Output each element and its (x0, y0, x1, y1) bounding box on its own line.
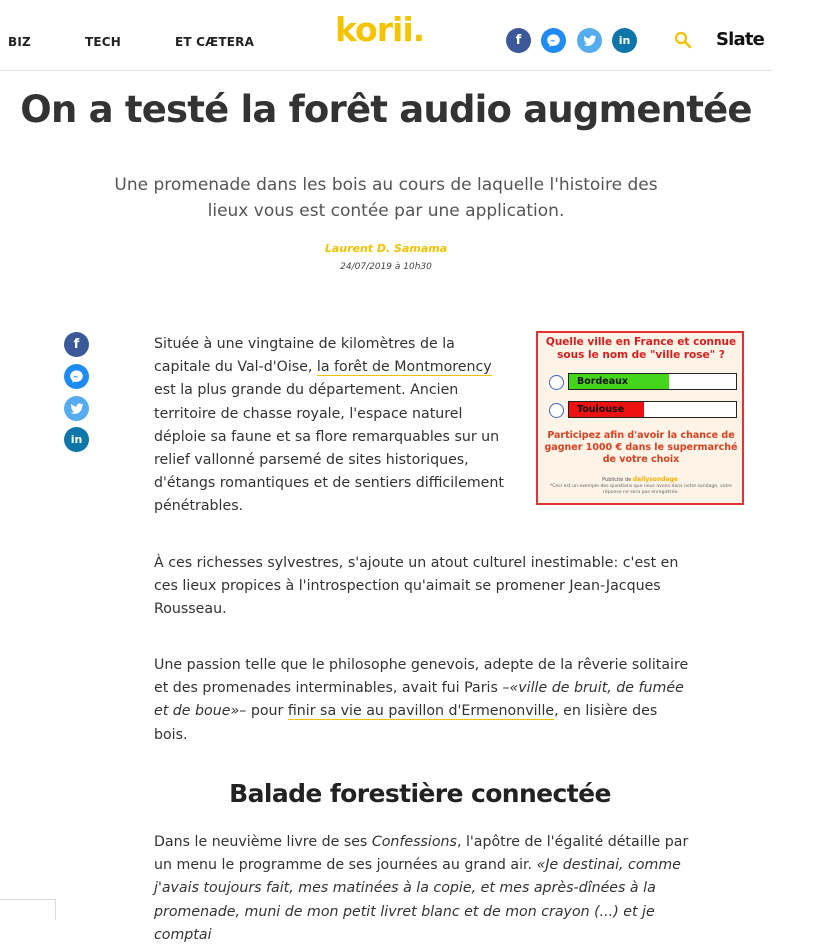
linkedin-icon: in (618, 34, 631, 47)
article-author[interactable]: Laurent D. Samama (324, 242, 448, 255)
poll-call-to-action: Participez afin d'avoir la chance de gagner 1000 € dans le supermarché de votre choix (544, 430, 738, 465)
twitter-icon (70, 402, 84, 416)
facebook-icon: f (73, 337, 80, 352)
nav-item-biz[interactable]: BIZ (8, 35, 31, 49)
paragraph-text: Une passion telle que le philosophe genevois, adepte de la rêverie solitaire et des promenades interminables, avait fui Paris – (154, 657, 689, 697)
poll-ad (536, 331, 744, 505)
article-paragraph-1 (154, 333, 504, 519)
poll-option-bordeaux[interactable] (568, 373, 737, 390)
facebook-share-button[interactable] (506, 28, 531, 53)
book-title: Confessions (371, 834, 457, 850)
linkedin-icon: in (70, 433, 83, 446)
ermenonville-link[interactable]: finir sa vie au pavillon d'Ermenonville (287, 703, 555, 720)
paragraph-text: , l'apôtre de l'égalité détaille par un menu le programme de ses journées au grand air. (154, 834, 689, 874)
article-date: 24/07/2019 à 10h30 (340, 262, 432, 272)
twitter-icon (583, 34, 597, 48)
poll-sponsor (538, 476, 742, 483)
nav-item-et-cetera[interactable]: ET CÆTERA (175, 35, 255, 49)
site-header (0, 0, 772, 71)
paragraph-text: – pour (239, 703, 288, 720)
poll-disclaimer: *Ceci est un exemple des questions que nous avons dans notre sondage, votre réponse ne sera pas enregistrée. (549, 484, 732, 495)
poll-option-label: Toulouse (577, 404, 625, 415)
side-facebook-share-button[interactable] (64, 332, 89, 357)
side-linkedin-share-button[interactable] (64, 427, 89, 452)
linkedin-share-button[interactable] (612, 28, 637, 53)
article-paragraph-4 (154, 831, 694, 947)
search-icon[interactable] (674, 31, 692, 49)
poll-option-toulouse[interactable] (568, 401, 737, 418)
messenger-icon (69, 369, 84, 384)
corner-widget[interactable] (0, 899, 56, 920)
poll-radio-toulouse[interactable] (549, 403, 564, 418)
poll-sponsor-prefix: Publicité de (602, 477, 632, 483)
rousseau-quote: «Je destinai, comme j'avais toujours fait, mes matinées à la copie, et mes après-dînées à la promenade, muni de mon petit livret blanc et de mon crayon (...) et je comptai (154, 857, 681, 943)
paragraph-text: Située à une vingtaine de kilomètres de la capitale du Val-d'Oise, (154, 336, 455, 376)
poll-question: Quelle ville en France et connue sous le nom de "ville rose" ? (545, 336, 737, 361)
messenger-share-button[interactable] (541, 28, 566, 53)
nav-item-tech[interactable]: TECH (85, 35, 122, 49)
article-paragraph-3 (154, 654, 694, 747)
poll-sponsor-brand[interactable]: dailysondage (632, 476, 678, 483)
montmorency-link[interactable]: la forêt de Montmorency (316, 359, 492, 376)
paragraph-text: Dans le neuvième livre de ses (154, 834, 372, 850)
article-paragraph-2: À ces richesses sylvestres, s'ajoute un atout culturel inestimable: c'est en ces lieux propices à l'introspection qu'aimait se promener Jean-Jacques Rousseau. (154, 555, 679, 618)
article-title: On a testé la forêt audio augmentée (20, 88, 752, 131)
side-messenger-share-button[interactable] (64, 364, 89, 389)
paragraph-text: , en lisière des bois. (154, 703, 658, 743)
poll-option-label: Bordeaux (577, 376, 628, 387)
side-twitter-share-button[interactable] (64, 396, 89, 421)
korii-logo[interactable]: korii. (335, 10, 425, 49)
messenger-icon (546, 33, 561, 48)
poll-radio-bordeaux[interactable] (549, 375, 564, 390)
facebook-icon: f (515, 33, 522, 48)
paragraph-text: est la plus grande du département. Ancien territoire de chasse royale, l'espace naturel déploie sa faune et sa flore remarquables sur un relief vallonné parsemé de sites historiques, d'étangs romantiques et de sentiers difficilement pénétrables. (154, 382, 504, 515)
slate-logo[interactable]: Slate (716, 29, 765, 50)
twitter-share-button[interactable] (577, 28, 602, 53)
paris-quote: «ville de bruit, de fumée et de boue» (154, 680, 684, 720)
article-subtitle: Une promenade dans les bois au cours de laquelle l'histoire des lieux vous est contée par une application. (114, 175, 658, 221)
section-heading: Balade forestière connectée (229, 779, 611, 808)
